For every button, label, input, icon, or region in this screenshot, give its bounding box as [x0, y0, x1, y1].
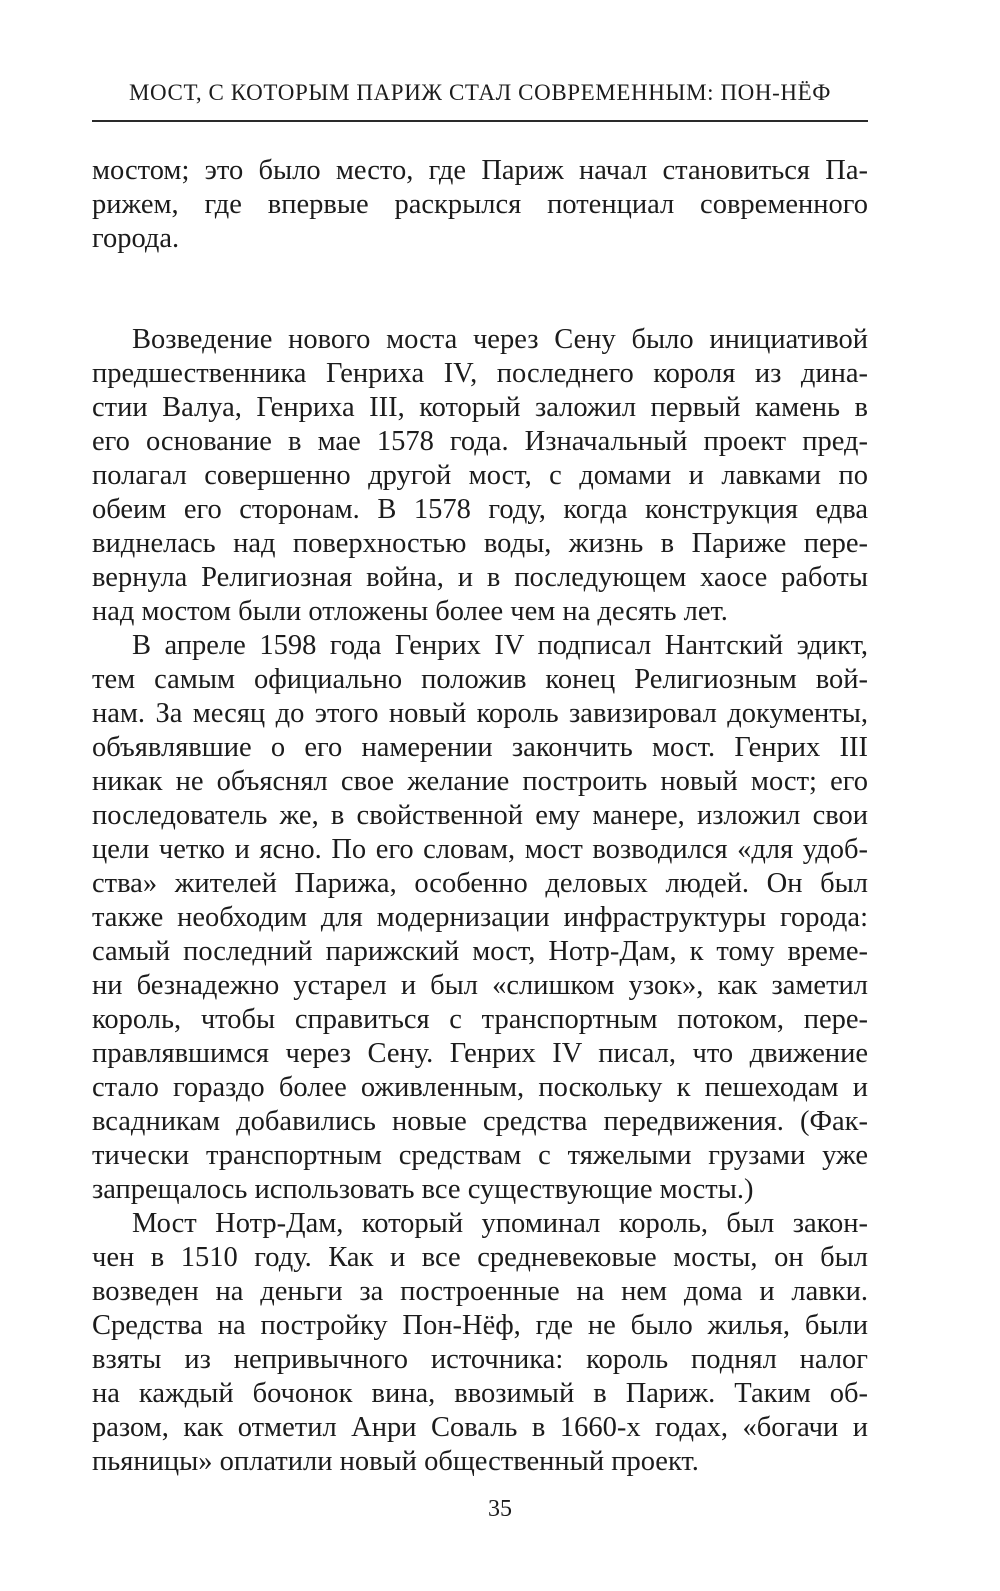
text-line: последователь же, в свойственной ему манере, изложил свои	[92, 800, 868, 831]
text-line: правлявшимся через Сену. Генрих IV писал, что движение	[92, 1038, 868, 1069]
text-line: стии Валуа, Генриха III, который заложил первый камень в	[92, 392, 868, 423]
text-line: предшественника Генриха IV, последнего короля из дина-	[92, 358, 868, 389]
text-line: обеим его сторонам. В 1578 году, когда конструкция едва	[92, 494, 868, 525]
text-line: Мост Нотр-Дам, который упоминал король, был закон-	[132, 1208, 868, 1239]
text-line: пьяницы» оплатили новый общественный проект.	[92, 1446, 699, 1477]
text-line: на каждый бочонок вина, ввозимый в Париж. Таким об-	[92, 1378, 868, 1409]
text-line: виднелась над поверхностью воды, жизнь в Париже пере-	[92, 528, 868, 559]
text-line: его основание в мае 1578 года. Изначальный проект пред-	[92, 426, 868, 457]
text-line: всадникам добавились новые средства передвижения. (Фак-	[92, 1106, 868, 1137]
text-line: король, чтобы справиться с транспортным потоком, пере-	[92, 1004, 868, 1035]
text-line: полагал совершенно другой мост, с домами и лавками по	[92, 460, 868, 491]
text-line: над мостом были отложены более чем на десять лет.	[92, 596, 728, 627]
text-line: взяты из непривычного источника: король поднял налог	[92, 1344, 868, 1375]
text-line: никак не объяснял свое желание построить новый мост; его	[92, 766, 868, 797]
text-line: вернула Религиозная война, и в последующем хаосе работы	[92, 562, 868, 593]
header-rule	[92, 120, 868, 122]
text-line: чен в 1510 году. Как и все средневековые мосты, он был	[92, 1242, 868, 1273]
text-line: самый последний парижский мост, Нотр-Дам, к тому време-	[92, 936, 868, 967]
text-line: возведен на деньги за построенные на нем дома и лавки.	[92, 1276, 868, 1307]
text-line: Средства на постройку Пон-Нёф, где не было жилья, были	[92, 1310, 868, 1341]
text-line: тически транспортным средствам с тяжелыми грузами уже	[92, 1140, 868, 1171]
text-line: также необходим для модернизации инфраструктуры города:	[92, 902, 868, 933]
text-line: разом, как отметил Анри Соваль в 1660-х годах, «богачи и	[92, 1412, 868, 1443]
text-line: В апреле 1598 года Генрих IV подписал Нантский эдикт,	[132, 630, 868, 661]
text-line: запрещалось использовать все существующие мосты.)	[92, 1174, 754, 1205]
text-line: рижем, где впервые раскрылся потенциал современного	[92, 189, 868, 220]
text-line: тем самым официально положив конец Религиозным вой-	[92, 664, 868, 695]
text-line: объявлявшие о его намерении закончить мост. Генрих III	[92, 732, 868, 763]
text-line: ни безнадежно устарел и был «слишком узок», как заметил	[92, 970, 868, 1001]
text-line: стало гораздо более оживленным, поскольку к пешеходам и	[92, 1072, 868, 1103]
page-number: 35	[488, 1496, 512, 1522]
text-line: Возведение нового моста через Сену было инициативой	[132, 324, 868, 355]
text-line: мостом; это было место, где Париж начал становиться Па-	[92, 155, 868, 186]
text-line: цели четко и ясно. По его словам, мост возводился «для удоб-	[92, 834, 868, 865]
running-head: МОСТ, С КОТОРЫМ ПАРИЖ СТАЛ СОВРЕМЕННЫМ: ПОН-НЁФ	[128, 80, 831, 105]
text-line: города.	[92, 223, 180, 254]
text-line: ства» жителей Парижа, особенно деловых людей. Он был	[92, 868, 868, 899]
text-line: нам. За месяц до этого новый король завизировал документы,	[92, 698, 868, 729]
